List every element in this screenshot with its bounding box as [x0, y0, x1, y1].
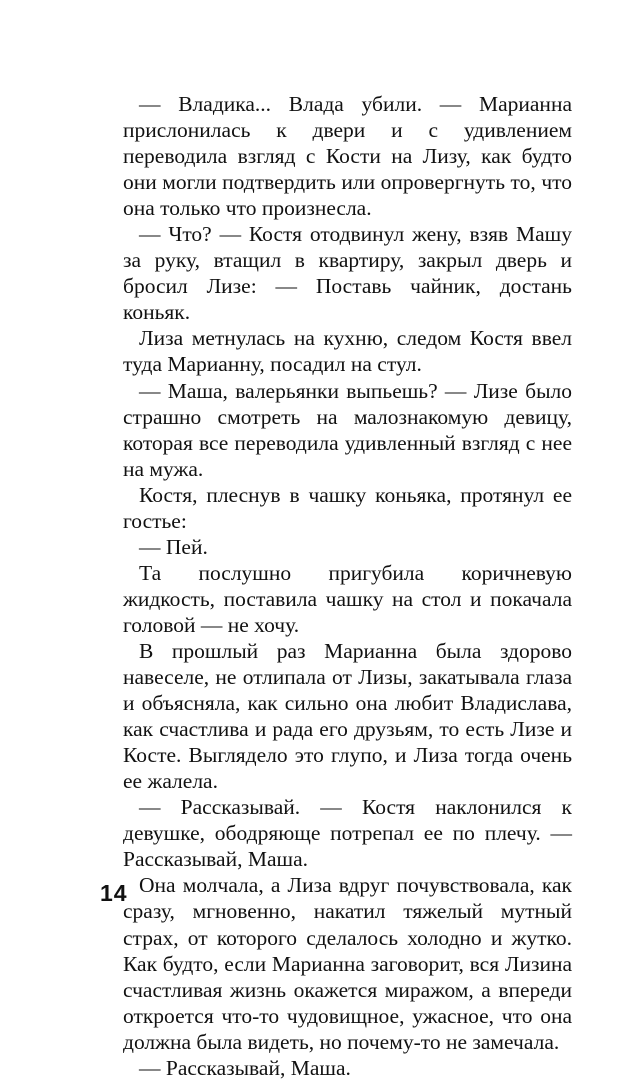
paragraph-1: — Владика... Влада убили. — Марианна прислонилась к двери и с удивлением переводила взгляд с Кости на Лизу, как будто они могли подтвердить или опровергнуть то, что она только что произнесла.: [123, 92, 572, 221]
paragraph-2: — Что? — Костя отодвинул жену, взяв Машу за руку, втащил в квартиру, закрыл дверь и бросил Лизе: — Поставь чайник, достань коньяк.: [123, 222, 572, 325]
paragraph-10: Она молчала, а Лиза вдруг почувствовала, как сразу, мгновенно, накатил тяжелый мутный страх, от которого сделалось холодно и жутко. Как будто, если Марианна заговорит, вся Лизина счастливая жизнь окажется миражом, а впереди откроется что-то чудовищное, ужасное, что она должна была видеть, но почему-то не замечала.: [123, 873, 572, 1054]
paragraph-7: Та послушно пригубила коричневую жидкость, поставила чашку на стол и покачала головой — не хочу.: [123, 560, 572, 637]
paragraph-8: В прошлый раз Марианна была здорово навеселе, не отлипала от Лизы, закатывала глаза и объясняла, как сильно она любит Владислава, как счастлива и рада его друзьям, то есть Лизе и Косте. Выглядело это глупо, и Лиза тогда очень ее жалела.: [123, 638, 572, 794]
paragraph-3: Лиза метнулась на кухню, следом Костя ввел туда Марианну, посадил на стул.: [123, 326, 572, 377]
paragraph-6: — Пей.: [139, 534, 208, 559]
paragraph-9: — Рассказывай. — Костя наклонился к девушке, ободряюще потрепал ее по плечу. — Рассказывай, Маша.: [123, 795, 572, 872]
page-number: 14: [100, 880, 128, 906]
paragraph-11: — Рассказывай, Маша.: [139, 1055, 351, 1080]
paragraph-5: Костя, плеснув в чашку коньяка, протянул ее гостье:: [123, 482, 572, 533]
paragraph-4: — Маша, валерьянки выпьешь? — Лизе было страшно смотреть на малознакомую девицу, которая все переводила удивленный взгляд с нее на мужа.: [123, 378, 572, 481]
body-text: [123, 91, 572, 1081]
